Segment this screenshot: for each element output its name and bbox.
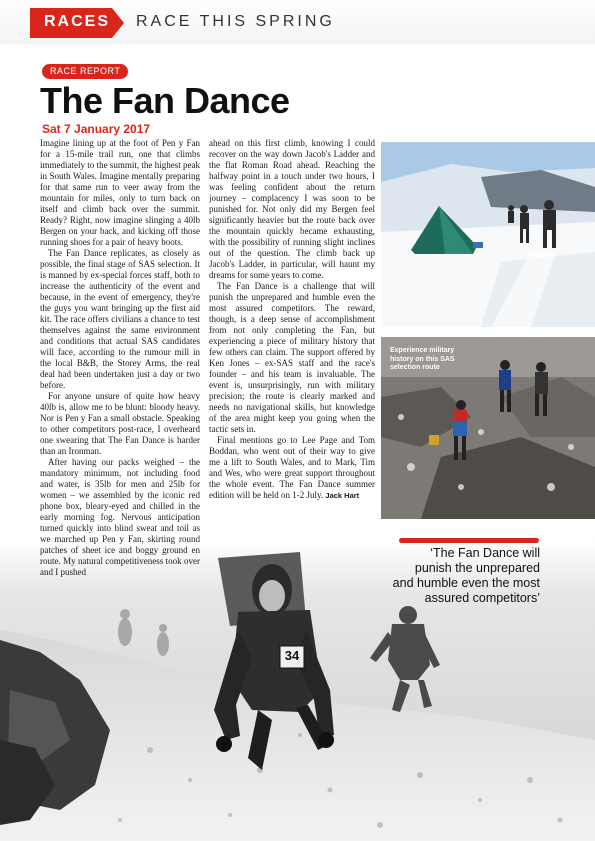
paragraph: After having our packs weighed – the mandatory minimum, not including food and water, is 35lb for men and 25lb for women – we assembled by the iconic red phone box, bleary-eyed and chilled in the early morning fog. Nervous anticipation turned quickly into blind sweat and toil as we marched up Pen y Fan, skirting round patches of sheet ice and boggy ground en route. My natural competitiveness took over and I pushed xyxy=(40,457,200,577)
paragraph: The Fan Dance is a challenge that will punish the unprepared and humble even the most assured competitors. The reward, though, is a deep sense of accomplishment from not only completing the Fan, but experiencing a piece of military history that few others can claim. The support offered by Ken Jones – ex-SAS staff and the race's founder – and his team is invaluable. The event is, unsurprisingly, run with military precision; the route is clearly marked and needs no navigational skills, but knowledge of the area might keep you going when the tactic sets in. xyxy=(209,281,375,434)
paragraph-text: Final mentions go to Lee Page and Tom Boddan, who went out of their way to give me a lift to South Wales, and to Mark, Tim and Wes, who were great support throughout the whole event. The Fan Dance summer edition will be held on 1-2 July. xyxy=(209,435,375,500)
pull-quote: ‘The Fan Dance will punish the unprepared and humble even the most assured competitors’ xyxy=(392,546,540,605)
runner-bib-number: 34 xyxy=(284,648,300,663)
article-column-2 xyxy=(209,138,375,568)
race-report-badge: RACE REPORT xyxy=(42,64,128,79)
races-label: RACES xyxy=(44,13,111,30)
paragraph: ahead on this first climb, knowing I could recover on the way down Jacob's Ladder and the flat Roman Road ahead. Reaching the halfway point in a touch under two hours, I was feeling confident about the return journey – complacency I was soon to be punished for. Not only did my Bergen feel significantly heavier but the route back over the mountain quickly became exhausting, with the possibility of running slight inclines out of the question. The climb back up Jacob's Ladder, in particular, will haunt my dreams for some years to come. xyxy=(209,138,375,280)
paragraph: For anyone unsure of quite how heavy 40lb is, allow me to be blunt: bloody heavy. Nor is Pen y Fan a small obstacle. Speaking to other competitors post-race, I overheard one swearing that The Fan Dance is harder than an Ironman. xyxy=(40,391,200,456)
photo-caption: Experience military history on this SAS selection route xyxy=(390,347,455,371)
paragraph: The Fan Dance replicates, as closely as possible, the final stage of SAS selection. It is manned by ex-special forces staff, both to increase the authenticity of the event and because, in the event of emergency, they're the guys you want bringing up the first aid kit. The race offers civilians a chance to test themselves against the same environment and conditions that actual SAS candidates will face, according to the rumour mill in the local B&B, the Storey Arms, the real deal had been undertaken just a day or two before. xyxy=(40,248,200,390)
article-column-1 xyxy=(40,138,200,586)
pull-quote-rule xyxy=(399,538,539,543)
article-date: Sat 7 January 2017 xyxy=(42,122,151,136)
article-headline: The Fan Dance xyxy=(40,80,290,121)
section-title: RACE THIS SPRING xyxy=(136,13,335,30)
paragraph: Imagine lining up at the foot of Pen y Fan for a 15-mile trail run, one that climbs immediately to the summit, the highest peak in South Wales. Imagine mentally preparing for that same run to veer away from the mountain for miles, only to turn back on itself and climb back over the summit. Ready? Right, now imagine slinging a 40lb Bergen on your back, and kicking off those running shoes for a pair of heavy boots. xyxy=(40,138,200,247)
photo-snow-tent xyxy=(381,142,595,327)
author-byline: Jack Hart xyxy=(325,491,360,500)
section-header xyxy=(0,0,595,44)
paragraph xyxy=(209,435,375,501)
